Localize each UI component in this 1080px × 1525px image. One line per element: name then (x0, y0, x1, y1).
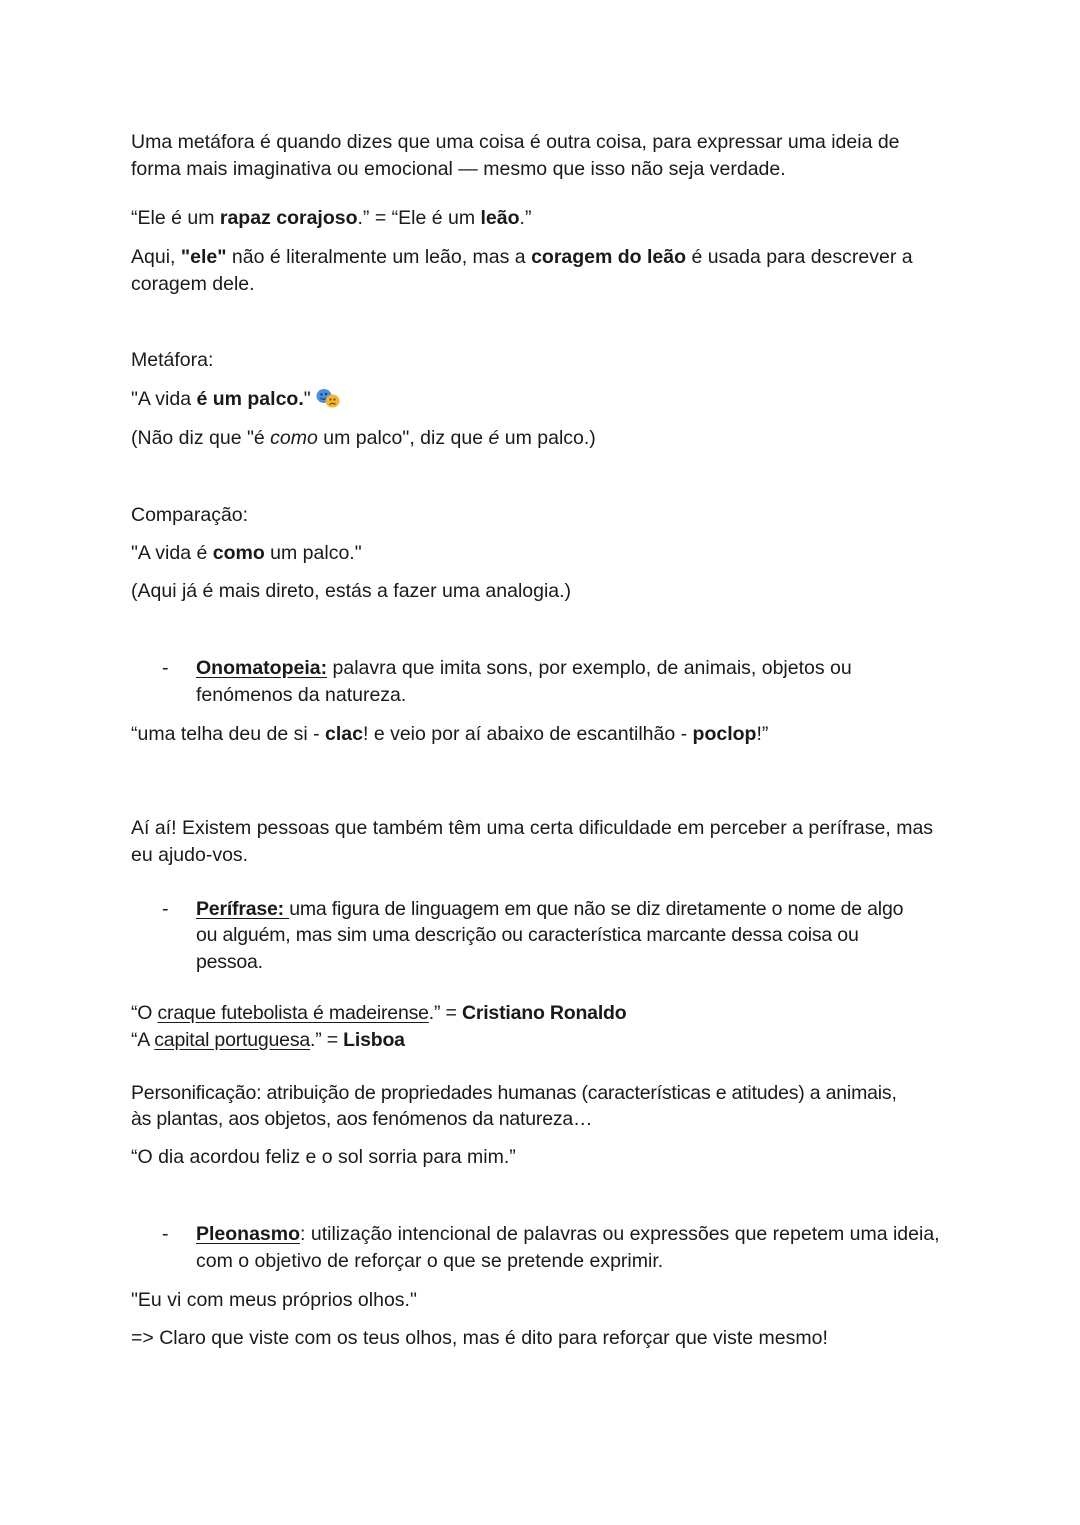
text: : utilização intencional de palavras ou expressões que repetem uma ideia, (300, 1223, 940, 1245)
text: ! e veio por aí abaixo de escantilhão - (362, 723, 693, 745)
text: !” (756, 723, 769, 745)
text: " (303, 388, 311, 410)
italic-text: é (488, 427, 500, 449)
text: .” = (428, 1002, 462, 1024)
text: palavra que imita sons, por exemplo, de animais, objetos ou (327, 657, 852, 679)
example-lion (131, 205, 531, 232)
text: “A (131, 1029, 155, 1051)
pleonasmo-example: "Eu vi com meus próprios olhos." (131, 1289, 417, 1311)
text: .” = “Ele é um (357, 207, 481, 229)
onomatopeia-example (131, 721, 768, 748)
text: "A vida (131, 388, 197, 410)
term-pleonasmo: Pleonasmo (196, 1223, 301, 1245)
perifrase-example-2 (131, 1027, 405, 1054)
bold-text: rapaz corajoso (219, 207, 358, 229)
bullet-dash: - (162, 898, 169, 920)
text: um palco." (264, 542, 362, 564)
text: Aqui, (131, 246, 181, 268)
text: um palco.) (499, 427, 596, 449)
bold-text: clac (325, 723, 363, 745)
pleonasmo-definition-line-2: com o objetivo de reforçar o que se pretende exprimir. (196, 1250, 664, 1272)
explanation-line-1 (131, 244, 913, 271)
text: .” (519, 207, 532, 229)
bold-text: leão (480, 207, 520, 229)
perifrase-intro-line-2: eu ajudo-vos. (131, 844, 249, 866)
metaphor-example (131, 386, 341, 413)
metaphor-note (131, 425, 596, 452)
performing-arts-masks-icon (315, 387, 341, 409)
explanation-line-2: coragem dele. (131, 273, 255, 295)
term-perifrase: Perífrase: (196, 898, 290, 920)
text: (Não diz que "é (131, 427, 271, 449)
perifrase-definition-line-2: ou alguém, mas sim uma descrição ou característica marcante dessa coisa ou (196, 924, 859, 946)
comparison-note: (Aqui já é mais direto, estás a fazer uma analogia.) (131, 580, 572, 602)
underlined-text: capital portuguesa (154, 1029, 311, 1051)
text: uma figura de linguagem em que não se diz diretamente o nome de algo (289, 898, 904, 920)
bold-text: "ele" (180, 246, 227, 268)
text: .” = (310, 1029, 344, 1051)
text: “O (131, 1002, 158, 1024)
perifrase-intro-line-1: Aí aí! Existem pessoas que também têm uma certa dificuldade em perceber a perífrase, mas (131, 817, 934, 839)
comparison-heading: Comparação: (131, 504, 249, 526)
text: “Ele é um (131, 207, 220, 229)
bold-text: Cristiano Ronaldo (461, 1002, 627, 1024)
text: "A vida é (131, 542, 213, 564)
bullet-dash: - (162, 1223, 169, 1245)
intro-line-2: forma mais imaginativa ou emocional — mesmo que isso não seja verdade. (131, 158, 786, 180)
bold-text: é um palco. (196, 388, 304, 410)
onomatopeia-definition (196, 655, 956, 682)
personificacao-line-1: Personificação: atribuição de propriedades humanas (características e atitudes) a animais, (131, 1082, 897, 1104)
term-onomatopeia: Onomatopeia: (196, 657, 328, 679)
personificacao-line-2: às plantas, aos objetos, aos fenómenos da natureza… (131, 1108, 593, 1130)
pleonasmo-definition (196, 1221, 956, 1248)
intro-line-1: Uma metáfora é quando dizes que uma coisa é outra coisa, para expressar uma ideia de (131, 131, 900, 153)
bold-text: como (212, 542, 265, 564)
metaphor-heading: Metáfora: (131, 349, 214, 371)
personificacao-example: “O dia acordou feliz e o sol sorria para mim.” (131, 1146, 516, 1168)
onomatopeia-definition-line-2: fenómenos da natureza. (196, 684, 407, 706)
italic-text: como (270, 427, 318, 449)
bold-text: coragem do leão (531, 246, 687, 268)
bold-text: Lisboa (343, 1029, 405, 1051)
perifrase-example-1 (131, 1000, 626, 1027)
text: é usada para descrever a (686, 246, 913, 268)
bullet-dash: - (162, 657, 169, 679)
underlined-text: craque futebolista é madeirense (157, 1002, 429, 1024)
text: não é literalmente um leão, mas a (226, 246, 532, 268)
comparison-example (131, 540, 362, 567)
bold-text: poclop (692, 723, 757, 745)
text: “uma telha deu de si - (131, 723, 326, 745)
pleonasmo-explanation: => Claro que viste com os teus olhos, mas é dito para reforçar que viste mesmo! (131, 1327, 828, 1349)
perifrase-definition-line-3: pessoa. (196, 951, 263, 973)
perifrase-definition (196, 896, 956, 923)
text: um palco", diz que (317, 427, 489, 449)
